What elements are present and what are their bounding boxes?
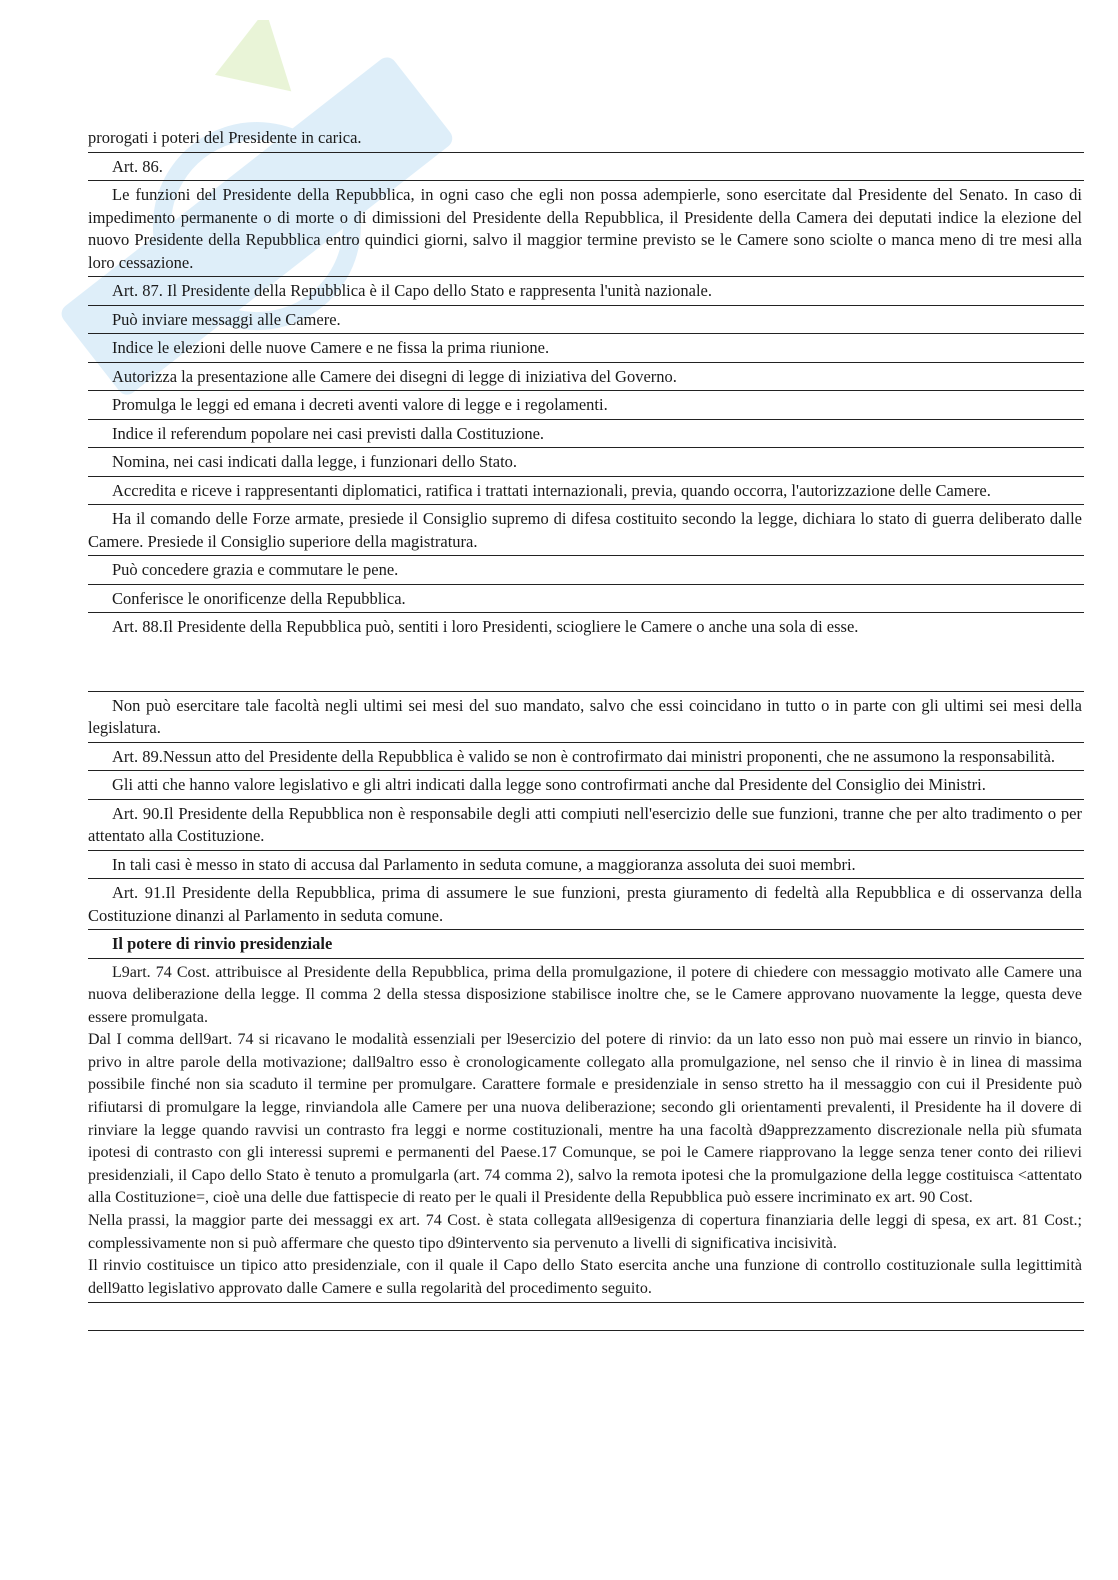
row-text: Art. 87. Il Presidente della Repubblica è il Capo dello Stato e rappresenta l'unità nazionale. (112, 281, 712, 300)
row-text: Indice il referendum popolare nei casi previsti dalla Costituzione. (112, 423, 545, 443)
text-row (88, 505, 1084, 556)
row-text: Art. 91.Il Presidente della Repubblica, prima di assumere le sue funzioni, presta giuramento di fedeltà alla Repubblica e di osservanza della Costituzione dinanzi al Parlamento in seduta comune. (88, 883, 1082, 925)
row-text: Art. 88.Il Presidente della Repubblica può, sentiti i loro Presidenti, sciogliere le Camere o anche una sola di esse. (112, 617, 859, 636)
text-row (88, 334, 1084, 363)
article-91-row (88, 879, 1084, 930)
document-body (88, 124, 1084, 1331)
text-row (88, 306, 1084, 335)
row-text: Autorizza la presentazione alle Camere dei disegni di legge di iniziativa del Governo. (112, 366, 677, 386)
row-text: Art. 90.Il Presidente della Repubblica non è responsabile degli atti compiuti nell'esercizio delle sue funzioni, tranne che per alto tradimento o per attentato alla Costituzione. (88, 803, 1082, 845)
section-heading (88, 930, 1084, 959)
article-87-row (88, 277, 1084, 306)
row-text: Può concedere grazia e commutare le pene. (112, 560, 399, 579)
text-row (88, 448, 1084, 477)
text-row (88, 391, 1084, 420)
watermark-arrow (203, 20, 315, 122)
row-text: Accredita e riceve i rappresentanti diplomatici, ratifica i trattati internazionali, previa, quando occorra, l'autorizzazione delle Camere. (112, 480, 991, 500)
article-89-row (88, 743, 1084, 772)
row-text: Ha il comando delle Forze armate, presiede il Consiglio supremo di difesa costituito secondo la legge, dichiara lo stato di guerra deliberato dalle Camere. Presiede il Consiglio superiore della magistratura. (88, 509, 1082, 551)
row-text: Promulga le leggi ed emana i decreti aventi valore di legge e i regolamenti. (112, 395, 608, 414)
section-paragraph: L9art. 74 Cost. attribuisce al Presidente della Repubblica, prima della promulgazione, il potere di chiedere con messaggio motivato alle Camere una nuova deliberazione della legge. Il comma 2 della stessa disposizione stabilisce inoltre che, se le Camere approvano nuovamente la legge, questa deve essere promulgata. (88, 963, 1082, 1026)
text-row (88, 851, 1084, 880)
section-body (88, 959, 1084, 1304)
row-text: Non può esercitare tale facoltà negli ultimi sei mesi del suo mandato, salvo che essi coincidano in tutto o in parte con gli ultimi sei mesi della legislatura. (88, 695, 1082, 737)
text-row (88, 363, 1084, 392)
row-text: Indice le elezioni delle nuove Camere e ne fissa la prima riunione. (112, 338, 550, 357)
row-text: Art. 89.Nessun atto del Presidente della Repubblica è valido se non è controfirmato dai ministri proponenti, che ne assumono la responsabilità. (112, 746, 1056, 766)
article-header-86 (88, 153, 1084, 182)
text-row (88, 420, 1084, 449)
row-text: In tali casi è messo in stato di accusa dal Parlamento in seduta comune, a maggioranza assoluta dei suoi membri. (112, 854, 856, 874)
section-heading-text: Il potere di rinvio presidenziale (112, 934, 333, 953)
text-row (88, 771, 1084, 800)
row-text: Nomina, nei casi indicati dalla legge, i funzionari dello Stato. (112, 452, 518, 471)
text-row (88, 477, 1084, 506)
article-90-row (88, 800, 1084, 851)
section-paragraph: Il rinvio costituisce un tipico atto presidenziale, con il quale il Capo dello Stato esercita anche una funzione di controllo costituzionale sulla legittimità dell9atto legislativo approvato dalle Camere e sulla regolarità del procedimento seguito. (88, 1257, 1082, 1297)
empty-row (88, 1303, 1084, 1331)
row-text: Art. 86. (112, 156, 163, 176)
row-text: Può inviare messaggi alle Camere. (112, 309, 341, 329)
text-row (88, 556, 1084, 585)
row-text: Conferisce le onorificenze della Repubblica. (112, 588, 406, 608)
text-row (88, 124, 1084, 153)
text-row (88, 181, 1084, 277)
text-row (88, 585, 1084, 614)
row-text: Gli atti che hanno valore legislativo e gli altri indicati dalla legge sono controfirmati anche dal Presidente del Consiglio dei Ministri. (112, 775, 986, 794)
row-text: Le funzioni del Presidente della Repubblica, in ogni caso che egli non possa adempierle, sono esercitate dal Presidente del Senato. In caso di impedimento permanente o di morte o di dimissioni del Presidente della Repubblica, il Presidente della Camera dei deputati indice la elezione del nuovo Presidente della Repubblica entro quindici giorni, salvo il maggior termine previsto se le Camere sono sciolte o manca meno di tre mesi alla loro cessazione. (88, 185, 1082, 272)
text-row (88, 692, 1084, 743)
section-paragraph: Dal I comma dell9art. 74 si ricavano le modalità essenziali per l9esercizio del potere di rinvio: da un lato esso non può mai essere un rinvio in bianco, privo in altre parole della motivazione; dall9altro esso è cronologicamente collegato alla promulgazione, nel senso che il rinvio è in linea di massima possibile finché non sia scaduto il termine per promulgare. Carattere formale e presidenziale in senso stretto ha il messaggio con cui il Presidente può rifiutarsi di promulgare la legge, rinviandola alle Camere per una nuova deliberazione; secondo gli orientamenti prevalenti, il Presidente ha il dovere di rinviare la legge quando ravvisi un contrasto fra leggi e norme costituzionali, mentre ha una facoltà d9apprezzamento discrezionale nella più sfumata ipotesi di contrasto con gli interessi supremi e permanenti del Paese.17 Comunque, se poi le Camere riapprovano la legge senza tener conto dei rilievi presidenziali, il Capo dello Stato è tenuto a promulgarla (art. 74 comma 2), salvo la remota ipotesi che la promulgazione della legge costituisca <attentato alla Costituzione=, cioè una delle due fattispecie di reato per le quali il Presidente della Repubblica può essere incriminato ex art. 90 Cost. (88, 1031, 1082, 1207)
section-paragraph: Nella prassi, la maggior parte dei messaggi ex art. 74 Cost. è stata collegata all9esigenza di copertura finanziaria delle leggi di spesa, ex art. 81 Cost.; complessivamente non si può affermare che questo tipo d9intervento sia pervenuto a livelli di significativa incisività. (88, 1212, 1082, 1252)
article-88-row (88, 613, 1084, 692)
row-text: prorogati i poteri del Presidente in carica. (88, 128, 362, 147)
